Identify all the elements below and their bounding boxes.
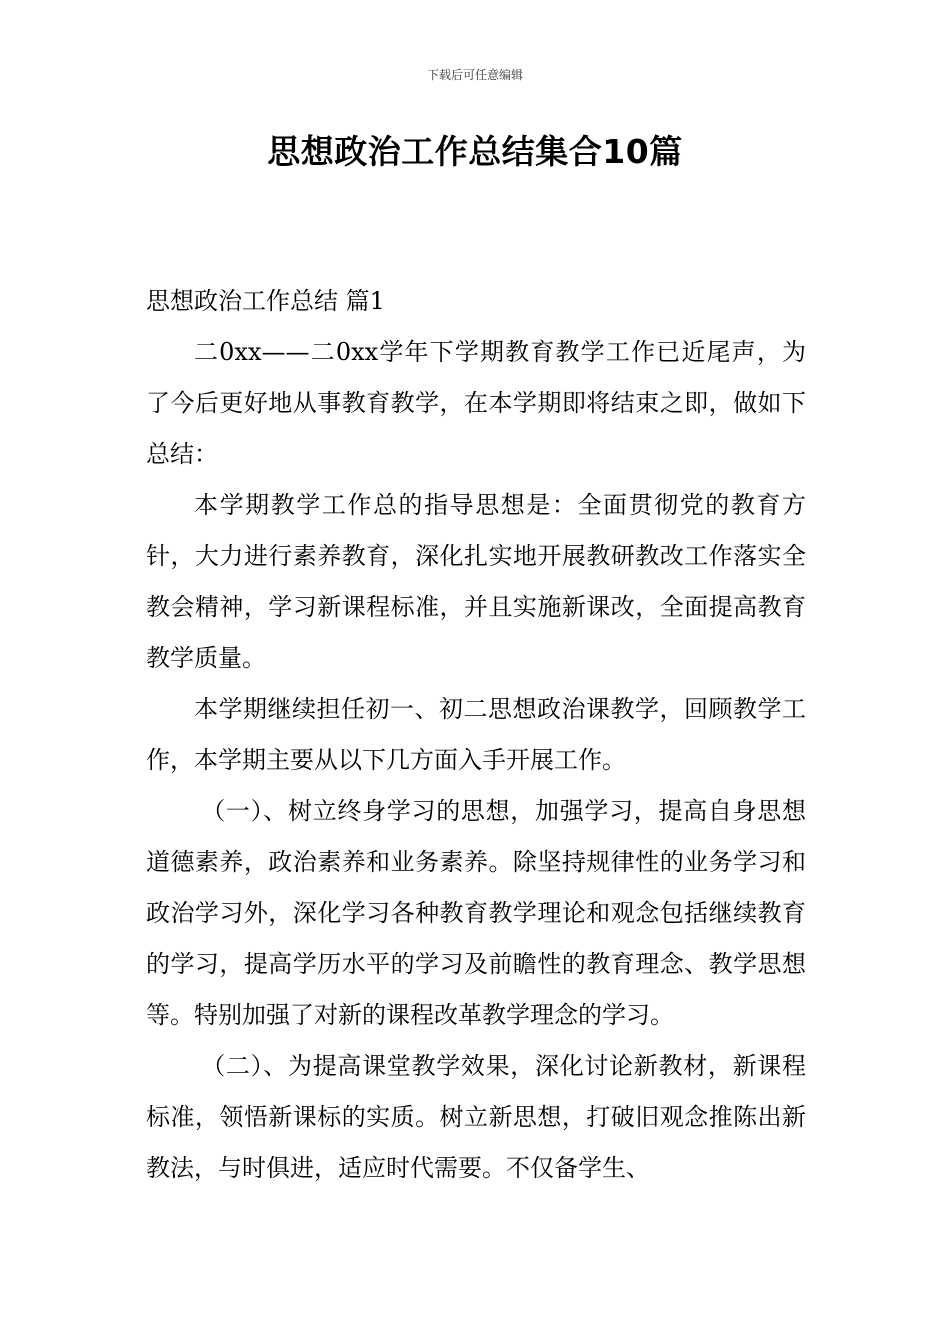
paragraph-5: （二）、为提高课堂教学效果，深化讨论新教材，新课程标准，领悟新课标的实质。树立新思想，打破旧观念推陈出新教法，与时俱进，适应时代需要。不仅备学生、 [146, 1052, 806, 1182]
paragraph-3: 本学期继续担任初一、初二思想政治课教学，回顾教学工作，本学期主要从以下几方面入手开展工作。 [146, 695, 806, 774]
section-heading: 思想政治工作总结 篇1 [146, 287, 385, 315]
header-note: 下载后可任意编辑 [426, 68, 523, 82]
paragraph-2: 本学期教学工作总的指导思想是：全面贯彻党的教育方针，大力进行素养教育，深化扎实地开展教研教改工作落实全教会精神，学习新课程标准，并且实施新课改，全面提高教育教学质量。 [146, 491, 806, 672]
paragraph-1: 二0xx——二0xx学年下学期教育教学工作已近尾声，为了今后更好地从事教育教学，在本学期即将结束之即，做如下总结： [146, 338, 806, 468]
document-title: 思想政治工作总结集合10篇 [267, 132, 683, 171]
paragraph-4: （一）、树立终身学习的思想，加强学习，提高自身思想道德素养，政治素养和业务素养。除坚持规律性的业务学习和政治学习外，深化学习各种教育教学理论和观念包括继续教育的学习，提高学历水平的学习及前瞻性的教育理念、教学思想等。特别加强了对新的课程改革教学理念的学习。 [146, 797, 806, 1029]
document-body [146, 276, 806, 1194]
